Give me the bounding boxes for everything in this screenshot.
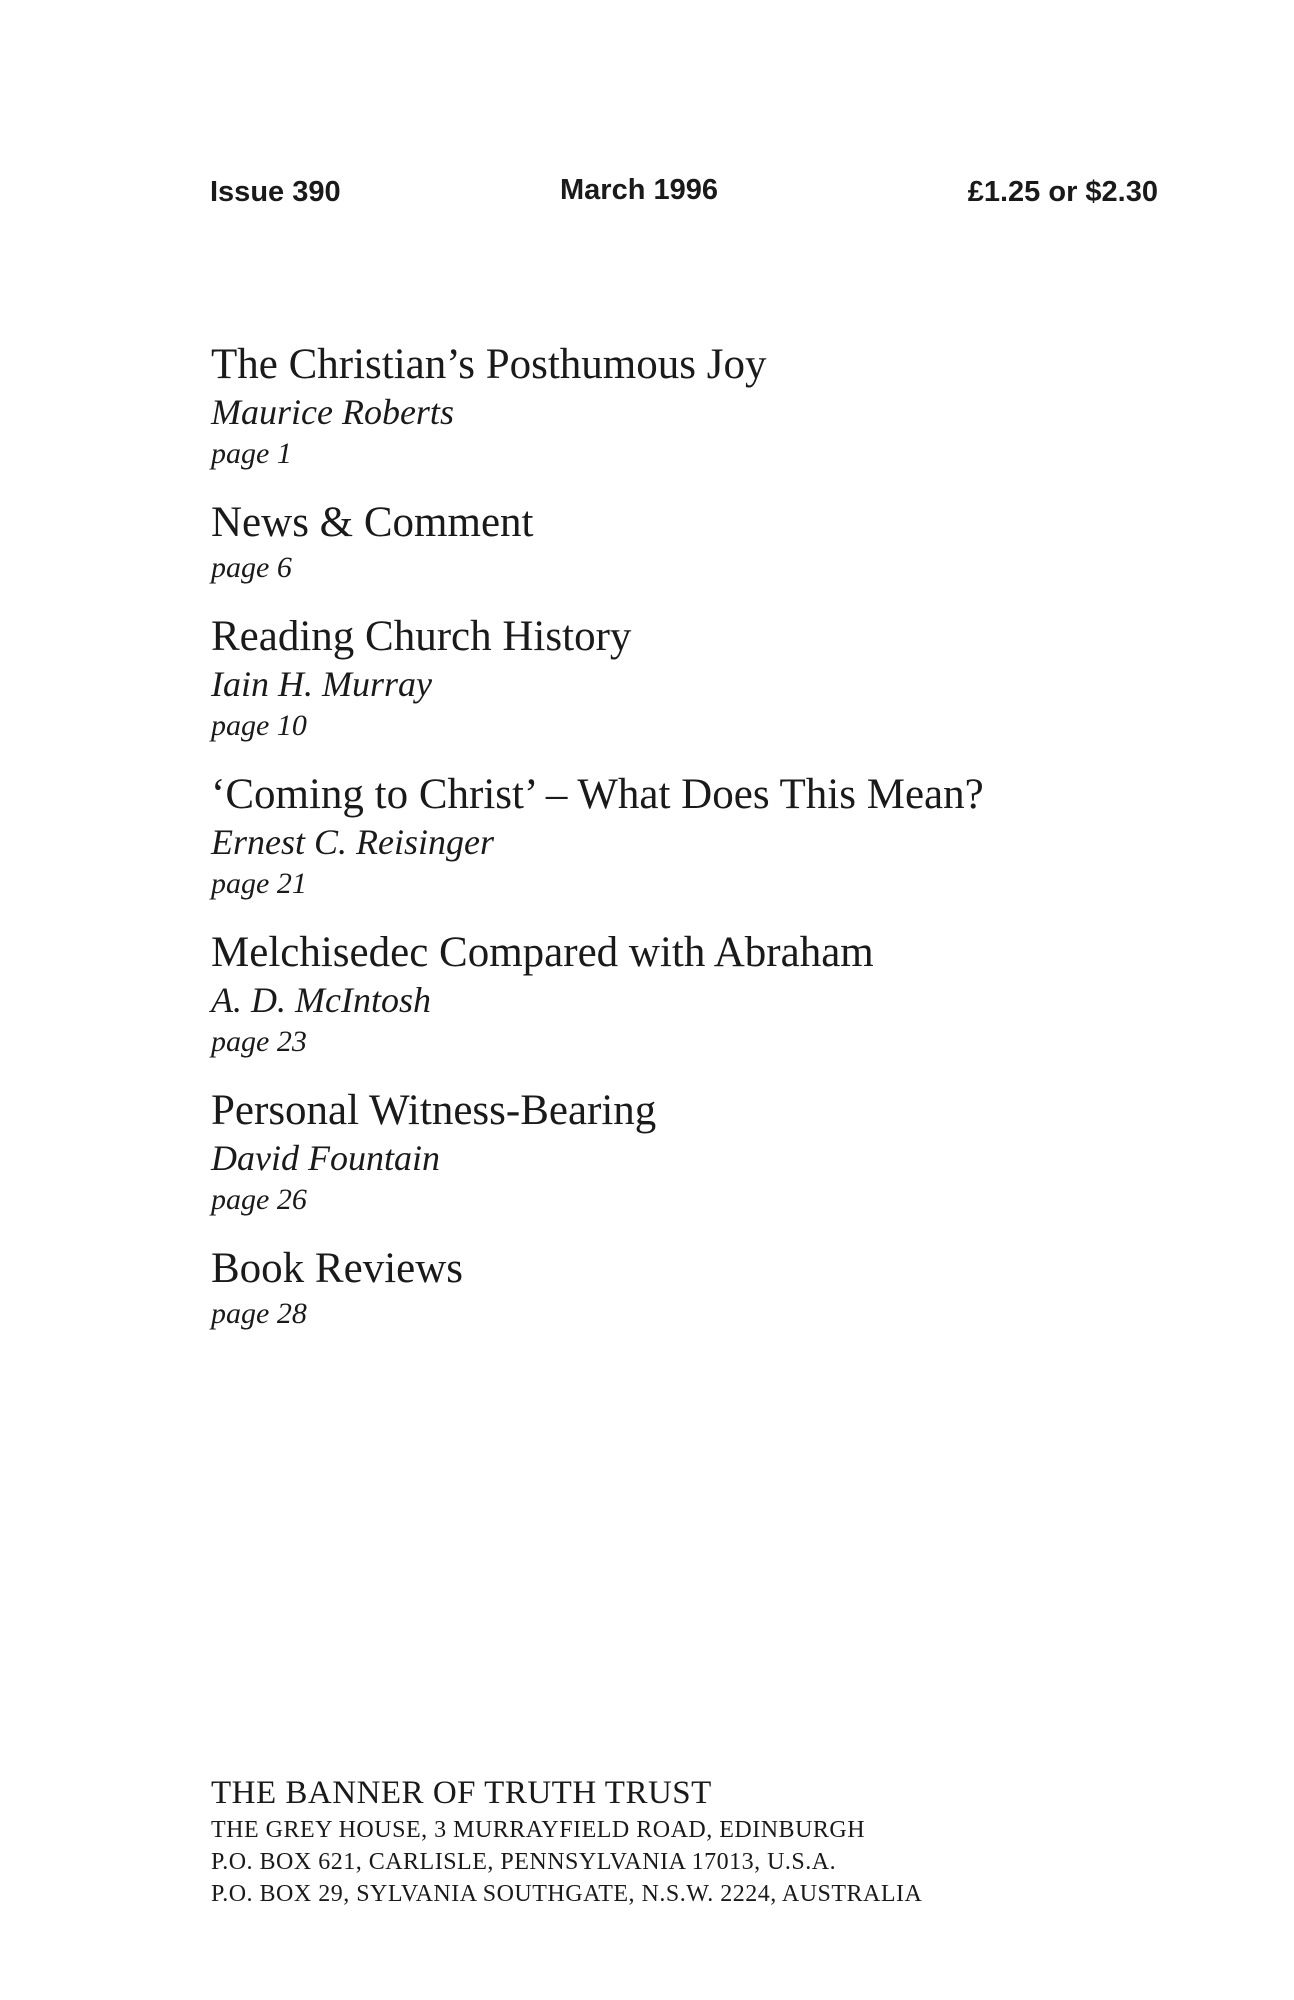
- publisher-address: P.O. BOX 29, SYLVANIA SOUTHGATE, N.S.W. 2224, AUSTRALIA: [211, 1881, 923, 1907]
- contents-entry: [211, 1244, 1211, 1334]
- article-page: page 6: [211, 551, 292, 584]
- contents-entry: [211, 770, 1211, 904]
- article-title: Personal Witness-Bearing: [211, 1087, 657, 1134]
- article-page: page 28: [211, 1297, 307, 1330]
- article-page: page 21: [211, 867, 307, 900]
- issue-header: [210, 176, 1158, 216]
- publisher-footer: [211, 1772, 1211, 1910]
- article-title: ‘Coming to Christ’ – What Does This Mean?: [211, 771, 984, 818]
- publisher-address: THE GREY HOUSE, 3 MURRAYFIELD ROAD, EDINBURGH: [211, 1817, 866, 1843]
- article-title: Reading Church History: [211, 613, 632, 660]
- article-author: Iain H. Murray: [211, 664, 432, 704]
- contents-entry: [211, 498, 1211, 588]
- contents-entry: [211, 340, 1211, 474]
- contents-entry: [211, 1086, 1211, 1220]
- issue-date: March 1996: [560, 174, 718, 206]
- article-page: page 1: [211, 437, 292, 470]
- publisher-name: THE BANNER OF TRUTH TRUST: [211, 1775, 712, 1811]
- article-page: page 26: [211, 1183, 307, 1216]
- article-page: page 23: [211, 1025, 307, 1058]
- publisher-address: P.O. BOX 621, CARLISLE, PENNSYLVANIA 17013, U.S.A.: [211, 1849, 837, 1875]
- article-title: Book Reviews: [211, 1245, 464, 1292]
- article-title: Melchisedec Compared with Abraham: [211, 929, 874, 976]
- article-author: Ernest C. Reisinger: [211, 822, 494, 862]
- article-page: page 10: [211, 709, 307, 742]
- table-of-contents: [211, 340, 1211, 1358]
- article-author: David Fountain: [211, 1138, 440, 1178]
- article-author: A. D. McIntosh: [211, 980, 431, 1020]
- contents-entry: [211, 928, 1211, 1062]
- article-title: News & Comment: [211, 499, 534, 546]
- issue-price: £1.25 or $2.30: [967, 176, 1158, 208]
- article-title: The Christian’s Posthumous Joy: [211, 341, 767, 388]
- issue-number: Issue 390: [210, 176, 341, 208]
- article-author: Maurice Roberts: [211, 392, 454, 432]
- contents-entry: [211, 612, 1211, 746]
